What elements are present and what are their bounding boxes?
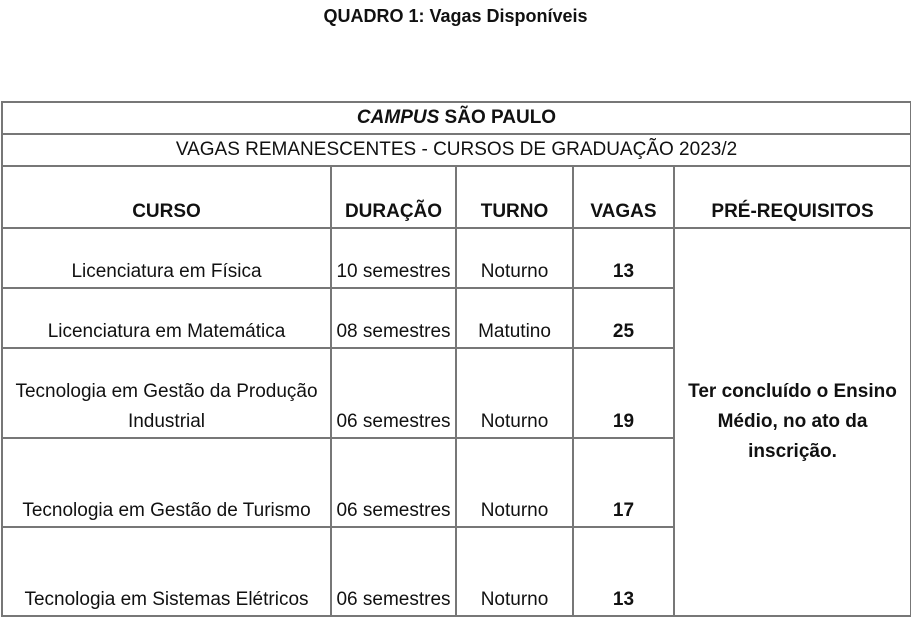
curso-cell: Tecnologia em Gestão da Produção Industrial [2,348,331,438]
header-prerequisitos: PRÉ-REQUISITOS [674,166,911,228]
curso-cell: Licenciatura em Matemática [2,288,331,348]
turno-cell: Noturno [456,228,573,288]
vagas-cell: 17 [573,438,674,527]
curso-cell: Licenciatura em Física [2,228,331,288]
prerequisite-cell: Ter concluído o Ensino Médio, no ato da inscrição. [674,228,911,616]
duracao-cell: 08 semestres [331,288,456,348]
duracao-cell: 06 semestres [331,438,456,527]
header-curso: CURSO [2,166,331,228]
turno-cell: Noturno [456,527,573,616]
vagas-cell: 13 [573,228,674,288]
table-row [2,228,911,288]
vagas-cell: 19 [573,348,674,438]
table-subtitle: VAGAS REMANESCENTES - CURSOS DE GRADUAÇÃO 2023/2 [2,134,911,166]
curso-cell: Tecnologia em Sistemas Elétricos [2,527,331,616]
table-caption: QUADRO 1: Vagas Disponíveis [323,6,588,26]
duracao-cell: 10 semestres [331,228,456,288]
vagas-table [1,101,911,617]
campus-title: CAMPUS SÃO PAULO [2,102,911,134]
duracao-cell: 06 semestres [331,348,456,438]
curso-cell: Tecnologia em Gestão de Turismo [2,438,331,527]
turno-cell: Matutino [456,288,573,348]
header-duracao: DURAÇÃO [331,166,456,228]
header-turno: TURNO [456,166,573,228]
turno-cell: Noturno [456,348,573,438]
turno-cell: Noturno [456,438,573,527]
vagas-cell: 25 [573,288,674,348]
duracao-cell: 06 semestres [331,527,456,616]
vagas-cell: 13 [573,527,674,616]
header-vagas: VAGAS [573,166,674,228]
